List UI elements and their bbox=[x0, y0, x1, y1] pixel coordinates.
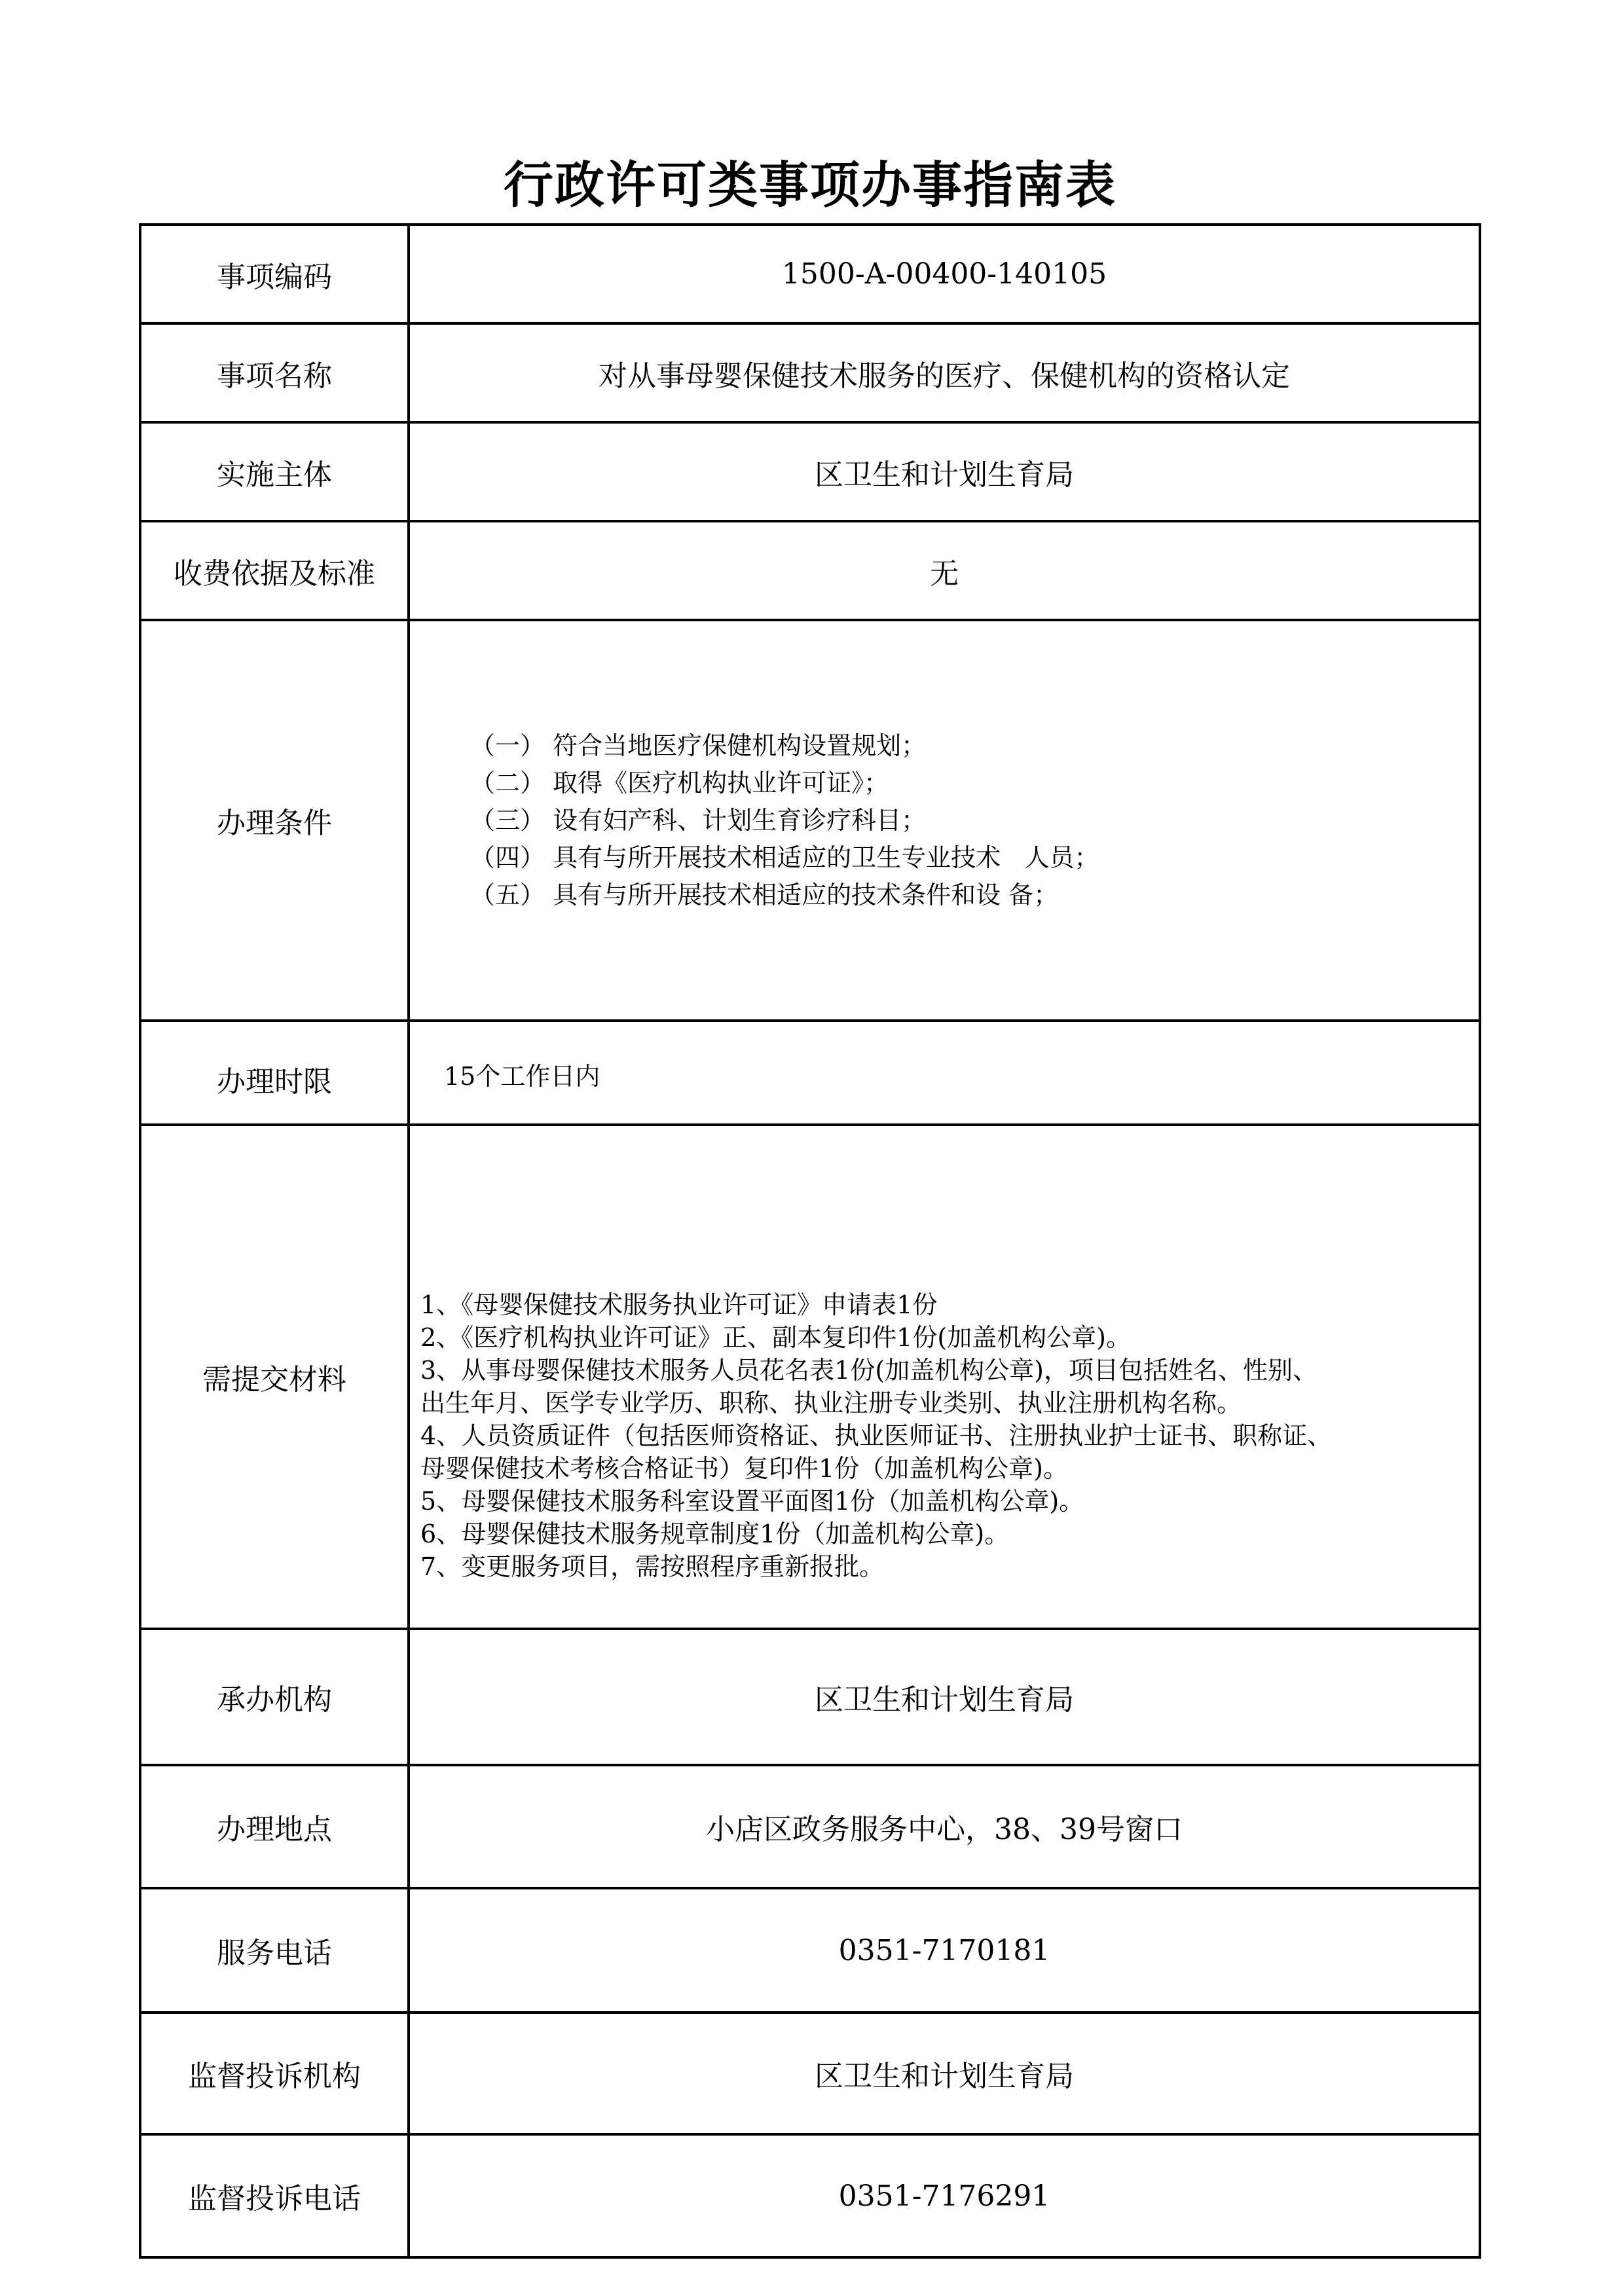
material-line: 4、人员资质证件（包括医师资格证、执业医师证书、注册执业护士证书、职称证、 bbox=[420, 1421, 1333, 1450]
material-line: 3、从事母婴保健技术服务人员花名表1份(加盖机构公章)，项目包括姓名、性别、 bbox=[420, 1356, 1318, 1385]
condition-item: （二） 取得《医疗机构执业许可证》； bbox=[470, 768, 889, 797]
item-code-label: 事项编码 bbox=[140, 225, 409, 323]
material-line: 6、母婴保健技术服务规章制度1份（加盖机构公章)。 bbox=[420, 1520, 1010, 1548]
supervise-org-value: 区卫生和计划生育局 bbox=[409, 2013, 1480, 2134]
time-limit-value bbox=[409, 1021, 1480, 1125]
guide-table bbox=[139, 223, 1481, 2259]
supervise-phone-label: 监督投诉电话 bbox=[140, 2134, 409, 2257]
row-supervise-phone bbox=[140, 2134, 1480, 2257]
supervise-phone-value: 0351-7176291 bbox=[409, 2134, 1480, 2257]
row-materials bbox=[140, 1125, 1480, 1629]
material-line: 2、《医疗机构执业许可证》正、副本复印件1份(加盖机构公章)。 bbox=[420, 1323, 1132, 1352]
page-title: 行政许可类事项办事指南表 bbox=[504, 156, 1116, 214]
conditions-value bbox=[409, 620, 1480, 1021]
condition-item: （一） 符合当地医疗保健机构设置规划； bbox=[470, 731, 927, 760]
row-item-code bbox=[140, 225, 1480, 323]
row-location bbox=[140, 1765, 1480, 1888]
conditions-list bbox=[410, 727, 1479, 914]
material-line: 1、《母婴保健技术服务执业许可证》申请表1份 bbox=[420, 1290, 938, 1319]
location-label: 办理地点 bbox=[140, 1765, 409, 1888]
conditions-label: 办理条件 bbox=[140, 620, 409, 1021]
condition-item: （三） 设有妇产科、计划生育诊疗科目； bbox=[470, 805, 927, 835]
subject-label: 实施主体 bbox=[140, 422, 409, 521]
row-organizer bbox=[140, 1629, 1480, 1765]
row-supervise-org bbox=[140, 2013, 1480, 2134]
row-fee bbox=[140, 521, 1480, 620]
item-code-value: 1500-A-00400-140105 bbox=[409, 225, 1480, 323]
condition-item: （四） 具有与所开展技术相适应的卫生专业技术 人员； bbox=[470, 843, 1099, 872]
subject-value: 区卫生和计划生育局 bbox=[409, 422, 1480, 521]
location-value: 小店区政务服务中心，38、39号窗口 bbox=[409, 1765, 1480, 1888]
material-line: 出生年月、医学专业学历、职称、执业注册专业类别、执业注册机构名称。 bbox=[420, 1389, 1242, 1417]
fee-label: 收费依据及标准 bbox=[140, 521, 409, 620]
fee-value: 无 bbox=[409, 521, 1480, 620]
organizer-value: 区卫生和计划生育局 bbox=[409, 1629, 1480, 1765]
material-line: 5、母婴保健技术服务科室设置平面图1份（加盖机构公章)。 bbox=[420, 1487, 1084, 1516]
materials-value bbox=[409, 1125, 1480, 1629]
row-service-phone bbox=[140, 1888, 1480, 2013]
materials-list bbox=[410, 1171, 1479, 1583]
condition-item: （五） 具有与所开展技术相适应的技术条件和设 备； bbox=[470, 880, 1059, 909]
item-name-value: 对从事母婴保健技术服务的医疗、保健机构的资格认定 bbox=[409, 323, 1480, 422]
supervise-org-label: 监督投诉机构 bbox=[140, 2013, 409, 2134]
row-time-limit bbox=[140, 1021, 1480, 1125]
service-phone-value: 0351-7170181 bbox=[409, 1888, 1480, 2013]
materials-label: 需提交材料 bbox=[140, 1125, 409, 1629]
row-subject bbox=[140, 422, 1480, 521]
row-item-name bbox=[140, 323, 1480, 422]
time-limit-label: 办理时限 bbox=[140, 1021, 409, 1125]
row-conditions bbox=[140, 620, 1480, 1021]
material-line: 母婴保健技术考核合格证书）复印件1份（加盖机构公章)。 bbox=[420, 1454, 1069, 1483]
material-line: 7、变更服务项目，需按照程序重新报批。 bbox=[420, 1552, 885, 1581]
item-name-label: 事项名称 bbox=[140, 323, 409, 422]
service-phone-label: 服务电话 bbox=[140, 1888, 409, 2013]
time-limit-text: 15个工作日内 bbox=[444, 1061, 600, 1091]
organizer-label: 承办机构 bbox=[140, 1629, 409, 1765]
